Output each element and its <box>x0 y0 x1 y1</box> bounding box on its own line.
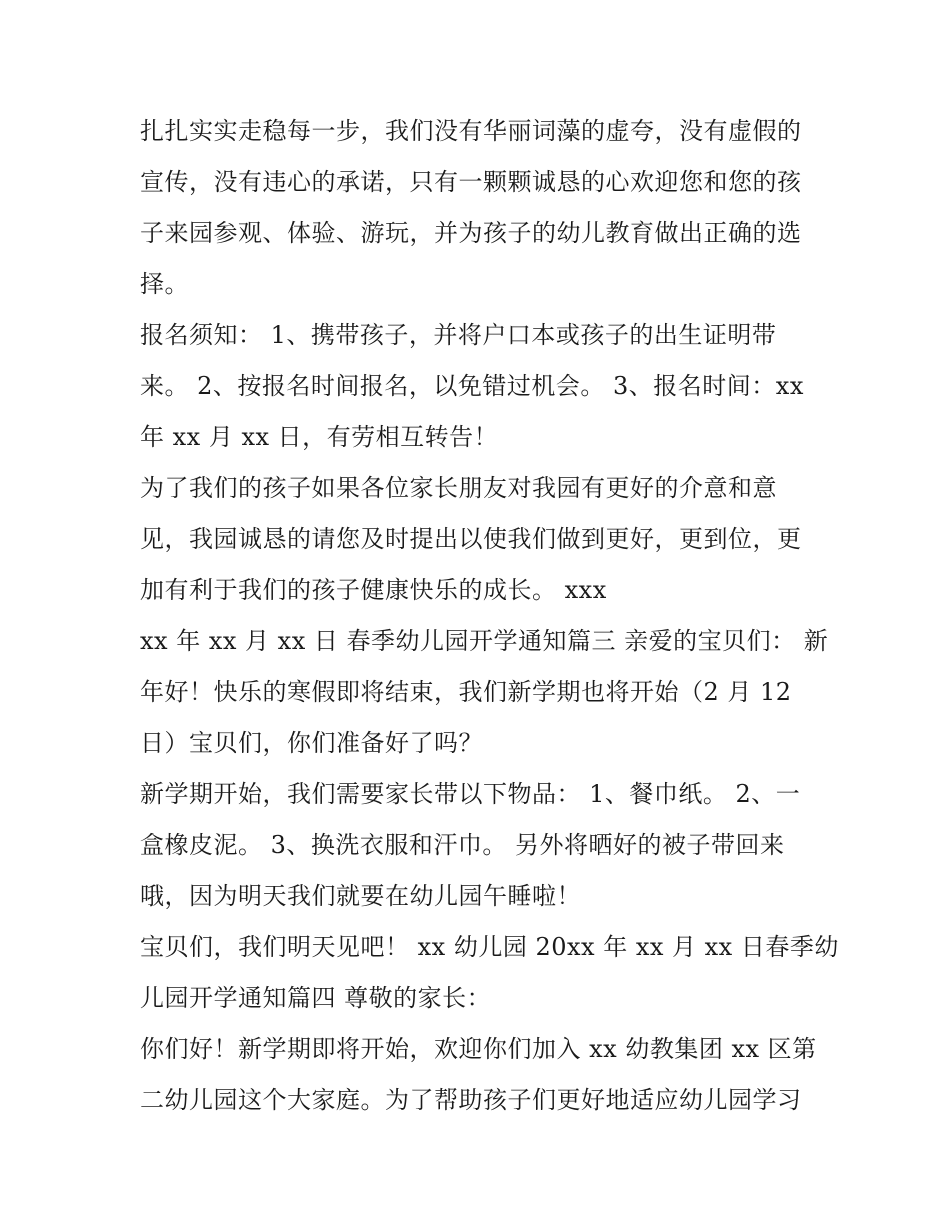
text-line: 哦，因为明天我们就要在幼儿园午睡啦！ <box>140 882 581 910</box>
text-line: 你们好！新学期即将开始，欢迎你们加入 xx 幼教集团 xx 区第 <box>140 1035 817 1063</box>
text-line: 为了我们的孩子如果各位家长朋友对我园有更好的介意和意 <box>140 474 777 502</box>
text-line: 报名须知： 1、携带孩子，并将户口本或孩子的出生证明带 <box>140 321 777 349</box>
text-line: 宣传，没有违心的承诺，只有一颗颗诚恳的心欢迎您和您的孩 <box>140 168 802 196</box>
text-line: 子来园参观、体验、游玩，并为孩子的幼儿教育做出正确的选 <box>140 219 802 247</box>
text-line: 宝贝们，我们明天见吧！ xx 幼儿园 20xx 年 xx 月 xx 日春季幼 <box>140 933 839 961</box>
text-line: 来。 2、按报名时间报名，以免错过机会。 3、报名时间：xx <box>140 372 804 400</box>
document-body <box>140 106 839 1126</box>
text-line: 新学期开始，我们需要家长带以下物品： 1、餐巾纸。 2、一 <box>140 780 801 808</box>
text-line: xx 年 xx 月 xx 日 春季幼儿园开学通知篇三 亲爱的宝贝们： 新 <box>140 627 829 655</box>
text-line: 年 xx 月 xx 日，有劳相互转告！ <box>140 423 499 451</box>
text-line: 年好！快乐的寒假即将结束，我们新学期也将开始（2 月 12 <box>140 678 792 706</box>
text-line: 日）宝贝们，你们准备好了吗？ <box>140 729 483 757</box>
text-line: 加有利于我们的孩子健康快乐的成长。 xxx <box>140 576 607 604</box>
text-line: 儿园开学通知篇四 尊敬的家长： <box>140 984 492 1012</box>
text-line: 二幼儿园这个大家庭。为了帮助孩子们更好地适应幼儿园学习 <box>140 1086 802 1114</box>
text-line: 盒橡皮泥。 3、换洗衣服和汗巾。 另外将晒好的被子带回来 <box>140 831 785 859</box>
text-line: 扎扎实实走稳每一步，我们没有华丽词藻的虚夸，没有虚假的 <box>140 117 802 145</box>
text-line: 见，我园诚恳的请您及时提出以使我们做到更好，更到位，更 <box>140 525 802 553</box>
text-line: 择。 <box>140 270 189 298</box>
